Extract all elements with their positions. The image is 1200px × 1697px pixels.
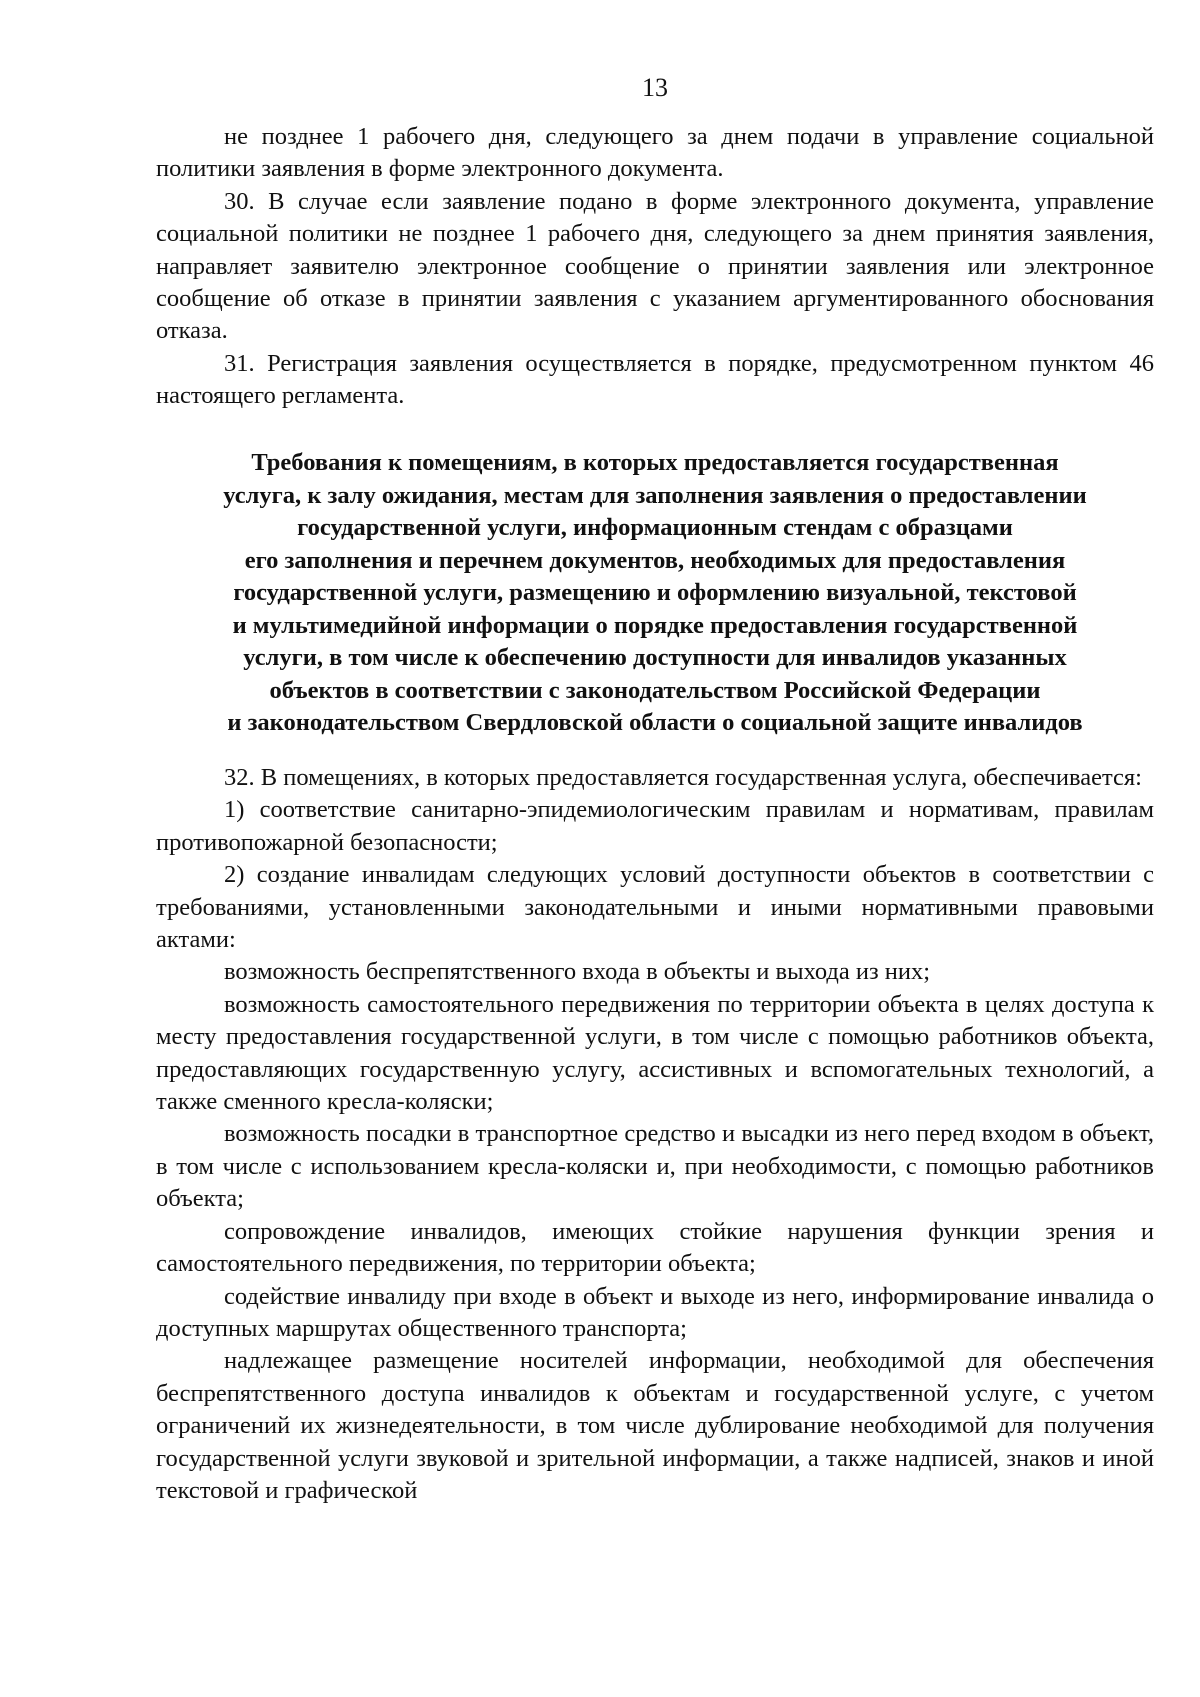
condition-item: сопровождение инвалидов, имеющих стойкие нарушения функции зрения и самостоятельного передвижения, по территории объекта; <box>156 1217 1154 1278</box>
heading-line: Требования к помещениям, в которых предоставляется государственная <box>251 449 1059 476</box>
paragraph-30: 30. В случае если заявление подано в форме электронного документа, управление социальной политики не позднее 1 рабочего дня, следующего за днем принятия заявления, направляет заявителю электронное сообщение о принятии заявления или электронное сообщение об отказе в принятии заявления с указанием аргументированного обоснования отказа. <box>156 187 1154 345</box>
page-number: 13 <box>642 73 668 102</box>
heading-line: его заполнения и перечнем документов, необходимых для предоставления <box>244 546 1066 574</box>
heading-line: и мультимедийной информации о порядке предоставления государственной <box>232 611 1078 639</box>
heading-line: государственной услуги, размещению и оформлению визуальной, текстовой <box>233 579 1077 606</box>
paragraph-31: 31. Регистрация заявления осуществляется в порядке, предусмотренном пунктом 46 настоящего регламента. <box>156 349 1154 410</box>
top-text-block <box>156 121 1154 413</box>
heading-line: государственной услуги, информационным стендам с образцами <box>297 514 1013 541</box>
paragraph-32: 32. В помещениях, в которых предоставляется государственная услуга, обеспечивается: <box>224 764 1142 791</box>
heading-line: услуги, в том числе к обеспечению доступности для инвалидов указанных <box>243 644 1067 671</box>
list-item-2: 2) создание инвалидам следующих условий доступности объектов в соответствии с требованиями, установленными законодательными и иными нормативными правовыми актами: <box>156 861 1154 954</box>
condition-item: возможность самостоятельного передвижения по территории объекта в целях доступа к месту предоставления государственной услуги, в том числе с помощью работников объекта, предоставляющих государственную услугу, ассистивных и вспомогательных технологий, а также сменного кресла-коляски; <box>156 990 1154 1116</box>
condition-item: возможность посадки в транспортное средство и высадки из него перед входом в объект, в том числе с использованием кресла-коляски и, при необходимости, с помощью работников объекта; <box>156 1120 1154 1213</box>
heading-line: услуга, к залу ожидания, местам для заполнения заявления о предоставлении <box>223 481 1087 509</box>
condition-item: надлежащее размещение носителей информации, необходимой для обеспечения беспрепятственного доступа инвалидов к объектам и государственной услуге, с учетом ограничений их жизнедеятельности, в том числе дублирование необходимой для получения государственной услуги звуковой и зрительной информации, а также надписей, знаков и иной текстовой и графической <box>156 1347 1154 1504</box>
bottom-text-block <box>156 762 1154 1507</box>
condition-item: возможность беспрепятственного входа в объекты и выхода из них; <box>224 958 931 986</box>
heading-line: и законодательством Свердловской области о социальной защите инвалидов <box>227 709 1083 736</box>
list-item-1: 1) соответствие санитарно-эпидемиологическим правилам и нормативам, правилам противопожарной безопасности; <box>156 796 1154 856</box>
condition-item: содействие инвалиду при входе в объект и выходе из него, информирование инвалида о доступных маршрутах общественного транспорта; <box>156 1282 1154 1342</box>
paragraph-continuation: не позднее 1 рабочего дня, следующего за днем подачи в управление социальной политики заявления в форме электронного документа. <box>156 123 1154 183</box>
section-heading <box>150 447 1160 740</box>
heading-line: объектов в соответствии с законодательством Российской Федерации <box>269 676 1041 704</box>
